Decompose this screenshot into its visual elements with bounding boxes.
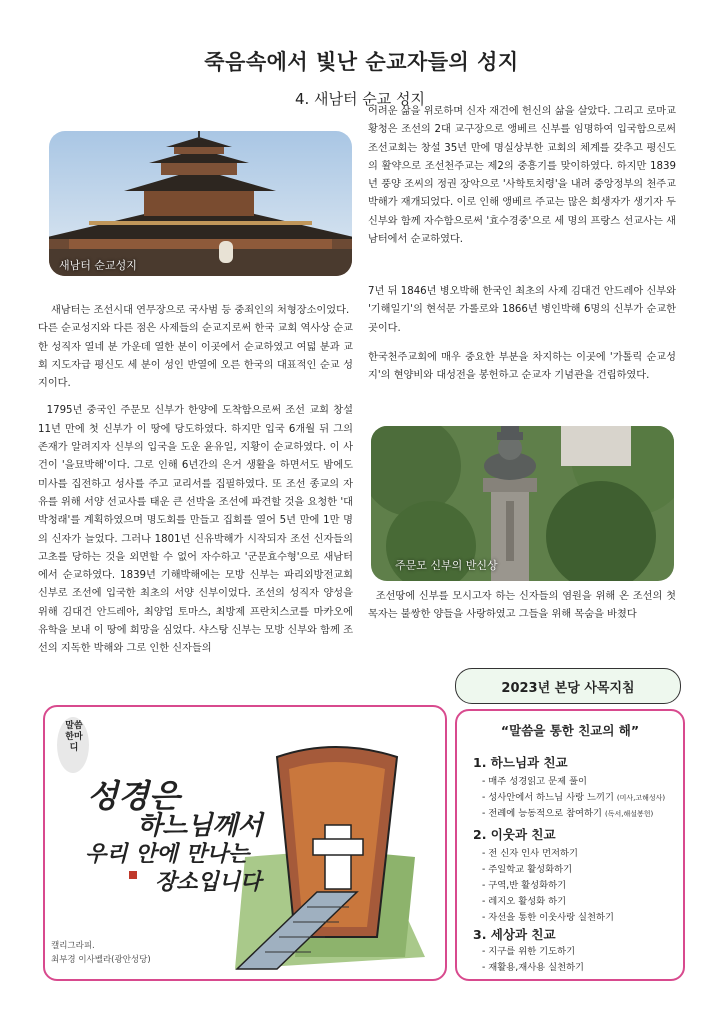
right-paragraph-2: 7년 뒤 1846년 병오박해 한국인 최초의 사제 김대건 안드레아 신부와 '기해일기'의 현석문 가롤로와 1866년 병인박해 6명의 신부가 순교한 곳이다. [368, 286, 676, 334]
guide-item: - 성사안에서 하느님 사랑 느끼기 (미사,고해성사) [482, 792, 666, 803]
credit-line-1: 캘리그라피. [51, 941, 95, 951]
page-title: 죽음속에서 빛난 순교자들의 성지 [204, 50, 519, 74]
right-paragraph-4: 조선땅에 신부를 모시고자 하는 신자들의 염원을 위해 온 조선의 첫 목자는 불쌍한 양들을 사랑하였고 그들을 위해 목숨을 바쳤다 [368, 591, 680, 621]
right-column-4 [368, 588, 680, 625]
right-column-3 [368, 349, 676, 386]
pastoral-guideline-box [455, 709, 685, 981]
left-paragraph-2: 다른 순교성지와 다른 점은 사제들의 순교지로써 한국 교회 역사상 순교한 성직자 열네 분 가운데 열한 분이 이곳에서 순교하였고 여덟 분과 교회 지도자급 평신도 세 분이 성인 반열에 오른 한국의 대표적인 순교 성지이다. [38, 323, 353, 390]
right-column-top [368, 103, 676, 249]
guide-item: - 전 신자 인사 먼저하기 [482, 848, 579, 859]
guide-item: - 재활용,재사용 실천하기 [482, 962, 585, 973]
guide-item: - 매주 성경읽고 문제 풀이 [482, 776, 587, 787]
guide-item: - 주일학교 활성화하기 [482, 864, 573, 875]
left-column [38, 302, 357, 659]
right-paragraph-3: 한국천주교회에 매우 중요한 부분을 차지하는 이곳에 '가톨릭 순교성지'의 현양비와 대성전을 봉헌하고 순교자 기념관을 건립하였다. [368, 352, 676, 382]
left-paragraph-1: 새남터는 조선시대 연무장으로 국사범 등 중죄인의 처형장소이었다. [38, 305, 350, 316]
statue-photo [371, 426, 674, 581]
callig-line-3: 우리 안에 만나는 [85, 841, 250, 867]
guide-item: - 레지오 활성화 하기 [482, 896, 567, 907]
guide-item: - 구역,반 활성화하기 [482, 880, 567, 891]
guide-motto: “말씀을 통한 친교의 해” [500, 723, 640, 738]
right-column-2 [368, 283, 676, 338]
right-paragraph-1: 어려운 삶을 위로하며 신자 재건에 헌신의 삶을 살았다. 그리고 로마교황청은 조선의 2대 교구장으로 앵베르 신부를 임명하여 입국함으로써 조선교회는 창설 35년 만에 명실상부한 교회의 체계를 갖추고 평신도의 활약으로 조선천주교는 제2의 중흥기를 맞이하였다. 하지만 1839년 풍양 조씨의 정권 장악으로 '사학토치령'을 내려 중앙정부의 천주교 박해가 재개되었다. 이로 인해 앵베르 주교는 많은 희생자가 생기자 두 신부와 함께 자수함으로써 '효수경중'으로 세 명의 프랑스 선교사는 새남터에서 순교하였다. [368, 106, 676, 246]
left-paragraph-3: 1795년 중국인 주문모 신부가 한양에 도착함으로써 조선 교회 창설 11년 만에 첫 신부가 이 땅에 당도하였다. 하지만 입국 6개월 뒤 그의 존재가 알려지자 신부의 입국을 도운 윤유일, 지황이 순교하였다. 이 사건이 '을묘박해'이다. 그로 인해 6년간의 은거 생활을 하면서도 밤에도 미사를 집전하고 성사를 주고 교리서를 집필하였다. 또 조선 종교의 자유를 위해 서양 선교사를 태운 큰 선박을 조선에 파견할 것을 요청한 '대박청래'를 계획하였으며 명도회를 만들고 집회를 열어 5년 만에 1만 명의 신자가 늘었다. 그러나 1801년 신유박해가 시작되자 조선 신자들의 고초를 당하는 것을 외면할 수 없어 자수하고 '군문효수형'으로 새남터에서 순교하였다. 1839년 기해박해에는 모방 신부는 파리외방전교회 신부로 조선에 입국한 최초의 서양 신부이었다. 조선의 성직자 양성을 위해 김대건 안드레아, 최양업 토마스, 최방제 프란치스코를 마카오에 유학을 보내 이 땅에 희망을 심었다. 샤스탕 신부는 모방 신부와 함께 조선의 지독한 박해와 그로 인한 신자들의 [38, 405, 357, 655]
stamp-text: 말씀 한마디 [65, 721, 83, 753]
page-subtitle: 4. 새남터 순교 성지 [294, 90, 426, 108]
guide-item: - 지구를 위한 기도하기 [482, 946, 576, 957]
guide-section-2-title: 2. 이웃과 친교 [473, 827, 556, 842]
callig-line-4: 장소입니다 [155, 869, 262, 895]
church-photo [49, 131, 352, 276]
guide-item: - 자선을 통한 이웃사랑 실천하기 [482, 912, 614, 923]
guide-item: - 전례에 능동적으로 참여하기 (독서,해설봉헌) [482, 808, 654, 819]
credit-line-2: 최부경 이사벨라(광안성당) [51, 955, 151, 965]
guide-section-1-title: 1. 하느님과 친교 [473, 755, 568, 770]
callig-line-1: 성경은 [87, 777, 180, 815]
calligraphy-artwork [43, 705, 447, 981]
church-photo-caption: 새남터 순교성지 [59, 259, 137, 272]
callig-line-2: 하느님께서 [137, 811, 263, 841]
statue-photo-caption: 주문모 신부의 반신상 [395, 559, 498, 572]
guide-section-3-title: 3. 세상과 친교 [473, 927, 556, 942]
pastoral-guideline-banner: 2023년 본당 사목지침 [455, 668, 681, 704]
